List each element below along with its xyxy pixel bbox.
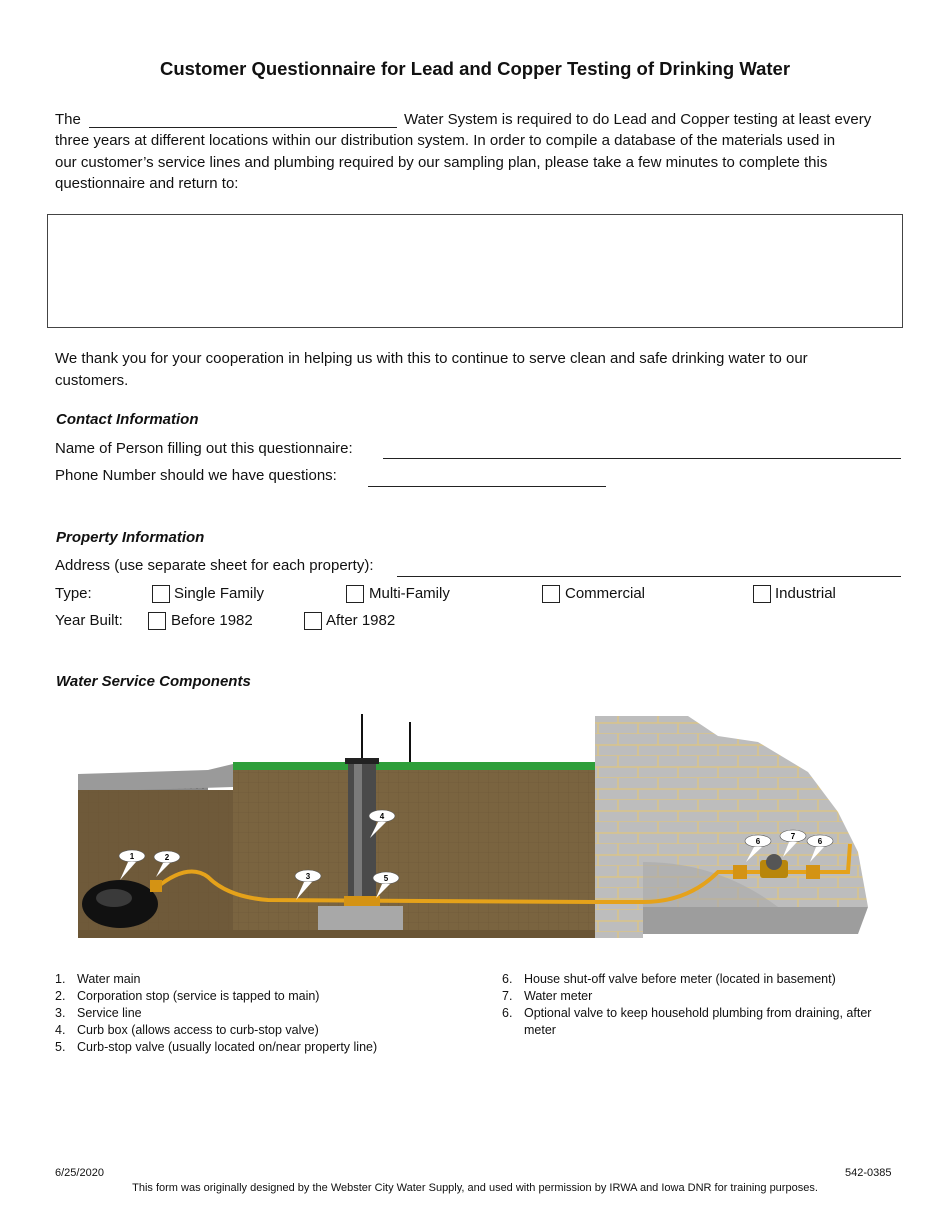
page-title: Customer Questionnaire for Lead and Copper Testing of Drinking Water xyxy=(159,58,791,79)
before-1982-checkbox[interactable] xyxy=(148,612,166,630)
thanks-line-1: We thank you for your cooperation in helping us with this to continue to serve clean and safe drinking water to our xyxy=(55,350,808,367)
intro-line-2: three years at different locations within our distribution system. In order to compile a database of the materials used in xyxy=(55,132,836,149)
name-field[interactable] xyxy=(383,458,901,459)
multi-family-checkbox[interactable] xyxy=(346,585,364,603)
return-address-box[interactable] xyxy=(47,214,903,328)
name-label: Name of Person filling out this questionnaire: xyxy=(55,440,353,457)
phone-label: Phone Number should we have questions: xyxy=(55,467,337,484)
svg-text:2: 2 xyxy=(164,853,170,862)
intro-line-1: Water System is required to do Lead and Copper testing at least every xyxy=(404,111,872,128)
commercial-label: Commercial xyxy=(565,585,646,602)
intro-line-3: our customer’s service lines and plumbing required by our sampling plan, please take a few minutes to complete this xyxy=(55,153,828,171)
foundation-wall xyxy=(595,716,643,938)
svg-text:6: 6 xyxy=(755,837,761,846)
svg-text:3: 3 xyxy=(305,872,311,881)
list-item: 4. Curb box (allows access to curb-stop valve) xyxy=(55,1023,319,1037)
water-system-name-field[interactable] xyxy=(89,127,397,128)
before-1982-label: Before 1982 xyxy=(171,612,253,629)
list-item: 6. Optional valve to keep household plumbing from draining, after xyxy=(502,1006,872,1020)
list-item: 7. Water meter xyxy=(502,989,593,1003)
svg-text:4: 4 xyxy=(379,812,385,821)
property-heading: Property Information xyxy=(56,529,205,546)
components-list-left xyxy=(55,971,475,1056)
intro-prefix: The xyxy=(55,111,81,128)
list-item: 6. House shut-off valve before meter (located in basement) xyxy=(502,972,836,986)
year-built-label: Year Built: xyxy=(55,612,123,629)
after-1982-label: After 1982 xyxy=(326,612,396,629)
commercial-checkbox[interactable] xyxy=(542,585,560,603)
grass-strip xyxy=(233,762,595,770)
svg-text:5: 5 xyxy=(383,874,389,883)
list-item: 1. Water main xyxy=(55,972,141,986)
thanks-line-2: customers. xyxy=(55,371,129,389)
intro-line-4: questionnaire and return to: xyxy=(55,175,239,192)
single-family-checkbox[interactable] xyxy=(152,585,170,603)
list-item: 2. Corporation stop (service is tapped to main) xyxy=(55,989,320,1003)
svg-text:7: 7 xyxy=(790,832,796,841)
list-item: meter xyxy=(524,1023,556,1037)
single-family-label: Single Family xyxy=(174,585,265,602)
phone-field[interactable] xyxy=(368,486,606,487)
industrial-checkbox[interactable] xyxy=(753,585,771,603)
contact-heading: Contact Information xyxy=(56,411,199,428)
components-heading: Water Service Components xyxy=(56,673,251,690)
water-service-diagram xyxy=(78,712,872,940)
after-1982-checkbox[interactable] xyxy=(304,612,322,630)
address-field[interactable] xyxy=(397,576,901,577)
industrial-label: Industrial xyxy=(775,585,836,602)
multi-family-label: Multi-Family xyxy=(369,585,450,602)
footer-date: 6/25/2020 xyxy=(55,1167,104,1179)
list-item: 3. Service line xyxy=(55,1006,142,1020)
components-list-right xyxy=(502,971,902,1039)
footer-form-number: 542-0385 xyxy=(845,1167,892,1179)
svg-text:1: 1 xyxy=(129,852,135,861)
list-item: 5. Curb-stop valve (usually located on/near property line) xyxy=(55,1040,378,1054)
footer-credit: This form was originally designed by the Webster City Water Supply, and used with permission by IRWA and Iowa DNR for training purposes. xyxy=(132,1182,818,1194)
svg-text:6: 6 xyxy=(817,837,823,846)
type-label: Type: xyxy=(55,585,92,602)
address-label: Address (use separate sheet for each property): xyxy=(55,557,374,574)
